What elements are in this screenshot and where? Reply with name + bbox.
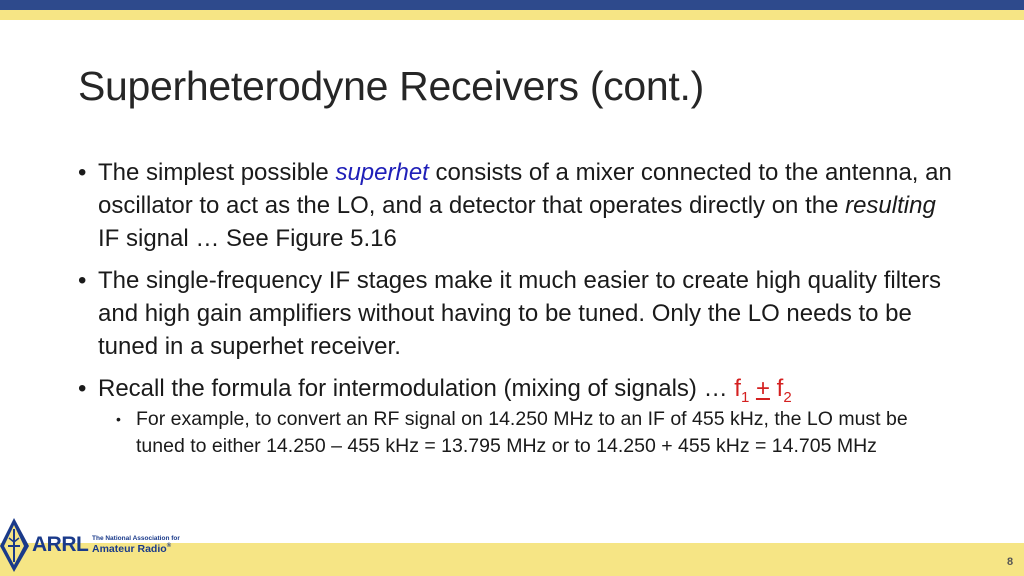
sub-bullet-example [114, 406, 956, 460]
formula-plus-minus: + [755, 375, 770, 402]
bullet-text: consists of a mixer connected to the antenna, an oscillator to act as the LO, and a detector that operates directly on the [98, 159, 952, 219]
bullet-dot: • [78, 267, 87, 294]
top-yellow-band [0, 10, 1024, 20]
sub-bullet-dot: • [116, 411, 121, 427]
logo-wordmark: ARRL [32, 533, 89, 556]
top-accent-bar [0, 0, 1024, 10]
logo-tagline-small: The National Association for [92, 535, 180, 542]
bullet-dot: • [78, 159, 87, 186]
slide-body [76, 156, 956, 460]
bullet-dot: • [78, 375, 87, 402]
bullet-simplest-superhet [76, 156, 956, 255]
bullet-text: Recall the formula for intermodulation (mixing of signals) … [98, 375, 735, 402]
term-resulting: resulting [845, 192, 936, 219]
bullet-text: The simplest possible [98, 159, 336, 186]
sub-bullet-text: For example, to convert an RF signal on 14.250 MHz to an IF of 455 kHz, the LO must be tuned to either 14.250 – 455 kHz = 13.795 MHz or to 14.250 + 455 kHz = 14.705 MHz [136, 408, 908, 457]
formula-f1: $f_1$ [734, 375, 750, 406]
logo-tagline-large: Amateur Radio® [92, 543, 172, 555]
slide-title: Superheterodyne Receivers (cont.) [78, 63, 704, 109]
bullet-if-stages [76, 264, 956, 363]
bullet-text: IF signal … See Figure 5.16 [98, 225, 397, 252]
formula-f2: $f_2$ [776, 375, 792, 406]
page-number: 8 [1007, 556, 1014, 568]
bullet-intermodulation [76, 372, 956, 405]
bullet-text: The single-frequency IF stages make it much easier to create high quality filters and high gain amplifiers without having to be tuned. Only the LO needs to be tuned in a superhet receiver. [98, 267, 942, 360]
term-superhet: superhet [335, 159, 429, 186]
